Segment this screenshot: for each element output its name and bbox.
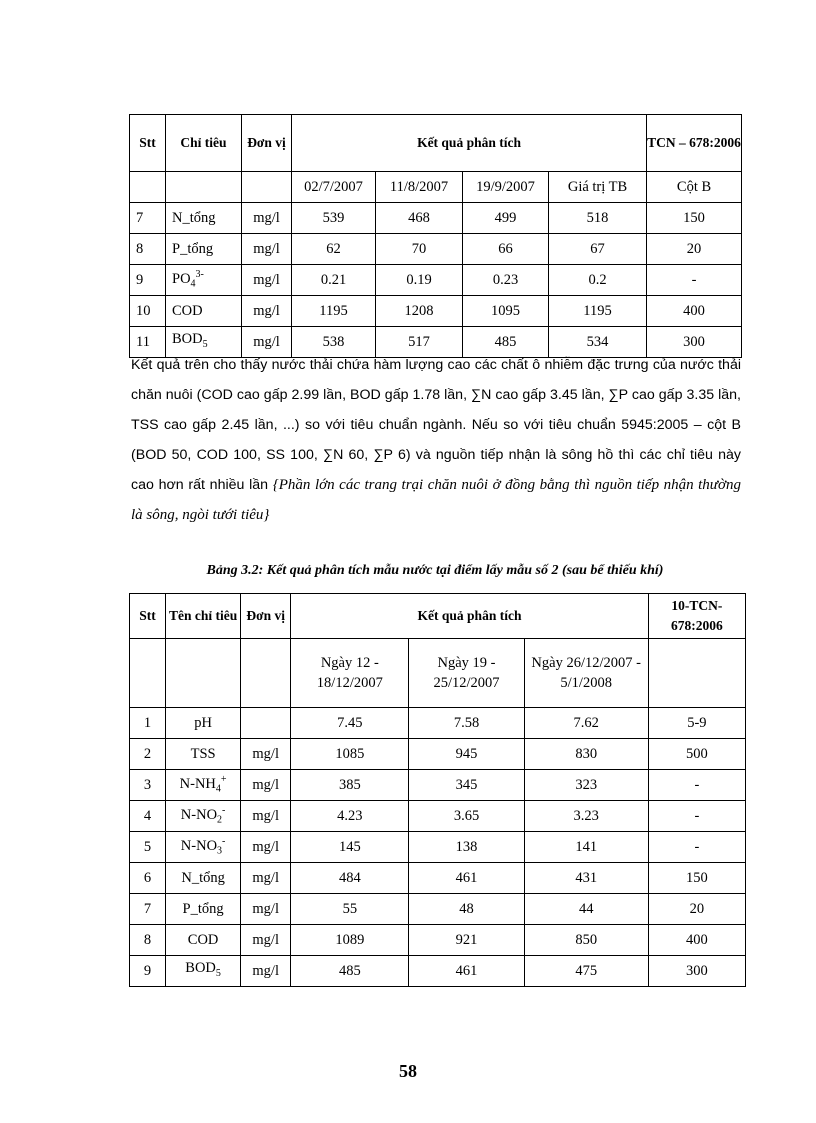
header-don-vi: Đơn vị	[242, 115, 292, 172]
empty-cell	[130, 172, 166, 203]
empty-cell	[166, 639, 241, 708]
empty-cell	[130, 639, 166, 708]
subheader-period-3: Ngày 26/12/2007 - 5/1/2008	[524, 639, 648, 708]
table-row: 6 N_tổng mg/l 484 461 431 150	[130, 863, 746, 894]
empty-cell	[166, 172, 242, 203]
table-row: 9 $PO_4^{3-}$ mg/l 0.21 0.19 0.23 0.2 -	[130, 265, 742, 296]
n-no3-label: $N-NO_3^-$	[166, 832, 241, 863]
header-tcn: 10-TCN-678:2006	[648, 594, 745, 639]
results-table-1	[129, 114, 742, 358]
subheader-date-1: 02/7/2007	[292, 172, 376, 203]
subheader-period-1: Ngày 12 - 18/12/2007	[291, 639, 409, 708]
table-row: 11 $BOD_5$ mg/l 538 517 485 534 300	[130, 327, 742, 358]
table-row: 4 $N-NO_2^-$ mg/l 4.23 3.65 3.23 -	[130, 801, 746, 832]
header-don-vi: Đơn vị	[241, 594, 291, 639]
subheader-period-2: Ngày 19 - 25/12/2007	[409, 639, 524, 708]
table-row: 9 $BOD_5$ mg/l 485 461 475 300	[130, 956, 746, 987]
table-row: 5 $N-NO_3^-$ mg/l 145 138 141 -	[130, 832, 746, 863]
po4-label: $PO_4^{3-}$	[166, 265, 242, 296]
table-row: 10 COD mg/l 1195 1208 1095 1195 400	[130, 296, 742, 327]
empty-cell	[242, 172, 292, 203]
header-ket-qua: Kết quả phân tích	[292, 115, 647, 172]
n-no2-label: $N-NO_2^-$	[166, 801, 241, 832]
header-ket-qua: Kết quả phân tích	[291, 594, 649, 639]
table-row: 7 N_tổng mg/l 539 468 499 518 150	[130, 203, 742, 234]
subheader-date-3: 19/9/2007	[463, 172, 549, 203]
table-caption: Bảng 3.2: Kết quả phân tích mẫu nước tại điểm lấy mẫu số 2 (sau bể thiếu khí)	[206, 563, 664, 578]
table-row: 7 P_tổng mg/l 55 48 44 20	[130, 894, 746, 925]
empty-cell	[648, 639, 745, 708]
table-row: 3 $N-NH_4^+$ mg/l 385 345 323 -	[130, 770, 746, 801]
body-paragraph: Kết quả trên cho thấy nước thải chứa hàm lượng cao các chất ô nhiễm đặc trưng của nước thải chăn nuôi (COD cao gấp 2.99 lần, BOD gấp 1.78 lần, ∑N cao gấp 3.45 lần, ∑P cao gấp 3.35 lần, TSS cao gấp 2.45 lần, ...) so với tiêu chuẩn ngành. Nếu so với tiêu chuẩn 5945:2005 – cột B (BOD 50, COD 100, SS 100, ∑N 60, ∑P 6) và nguồn tiếp nhận là sông hồ thì các chỉ tiêu này cao hơn rất nhiều lần {Phần lớn các trang trại chăn nuôi ở đồng bằng thì nguồn tiếp nhận thường là sông, ngòi tưới tiêu}	[131, 357, 741, 523]
n-nh4-label: $N-NH_4^+$	[166, 770, 241, 801]
table-row: 1 pH 7.45 7.58 7.62 5-9	[130, 708, 746, 739]
subheader-column-b: Cột B	[647, 172, 742, 203]
bod5-label: $BOD_5$	[166, 956, 241, 987]
header-chi-tieu: Chỉ tiêu	[166, 115, 242, 172]
empty-cell	[241, 639, 291, 708]
subheader-average: Giá trị TB	[549, 172, 647, 203]
table-row: 2 TSS mg/l 1085 945 830 500	[130, 739, 746, 770]
bod5-label: $BOD_5$	[166, 327, 242, 358]
header-stt: Stt	[130, 115, 166, 172]
results-table-2	[129, 593, 746, 987]
header-ten-chi-tieu: Tên chỉ tiêu	[166, 594, 241, 639]
header-tcn: TCN – 678:2006	[647, 115, 742, 172]
italic-note: {Phần lớn các trang trại chăn nuôi ở đồng bằng thì nguồn tiếp nhận thường là sông, ngòi tưới tiêu}	[131, 477, 741, 523]
table-row: 8 P_tổng mg/l 62 70 66 67 20	[130, 234, 742, 265]
header-stt: Stt	[130, 594, 166, 639]
table-row: 8 COD mg/l 1089 921 850 400	[130, 925, 746, 956]
page-number: 58	[399, 1061, 417, 1081]
subheader-date-2: 11/8/2007	[376, 172, 463, 203]
